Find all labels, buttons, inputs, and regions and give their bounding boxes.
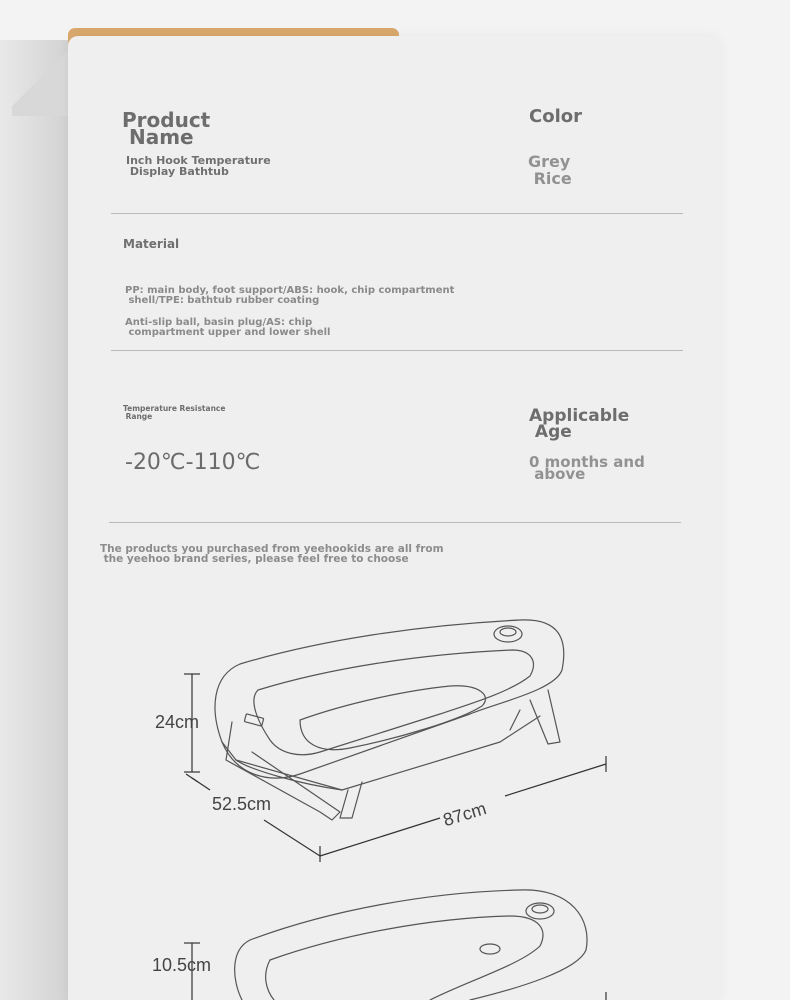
tub-inner-rim xyxy=(254,650,534,755)
dimension-height-open: 24cm xyxy=(155,712,200,732)
brand-note: The products you purchased from yeehookids are all from the yeehoo brand series, please feel free to choose xyxy=(100,543,444,565)
dimension-length: 87cm xyxy=(440,798,489,831)
product-name-label: Product Name xyxy=(122,108,211,149)
color-value: Grey Rice xyxy=(528,152,572,188)
material-line-1: PP: main body, foot support/ABS: hook, chip compartment shell/TPE: bathtub rubber coating xyxy=(125,285,455,306)
color-label: Color xyxy=(529,106,582,127)
material-label: Material xyxy=(123,237,180,251)
dimension-width: 52.5cm xyxy=(212,794,272,814)
temperature-value: -20℃-110℃ xyxy=(125,450,261,475)
product-name-value: Inch Hook Temperature Display Bathtub xyxy=(126,154,271,178)
age-label: Applicable Age xyxy=(529,406,630,442)
tub-rim-outline xyxy=(215,620,564,778)
dimension-height-folded: 10.5cm xyxy=(152,955,212,975)
material-line-2: Anti-slip ball, basin plug/AS: chip compartment upper and lower shell xyxy=(125,317,331,338)
age-value: 0 months and above xyxy=(529,453,645,483)
folded-tub-rim xyxy=(250,890,587,1000)
temperature-label: Temperature Resistance Range xyxy=(123,404,226,421)
